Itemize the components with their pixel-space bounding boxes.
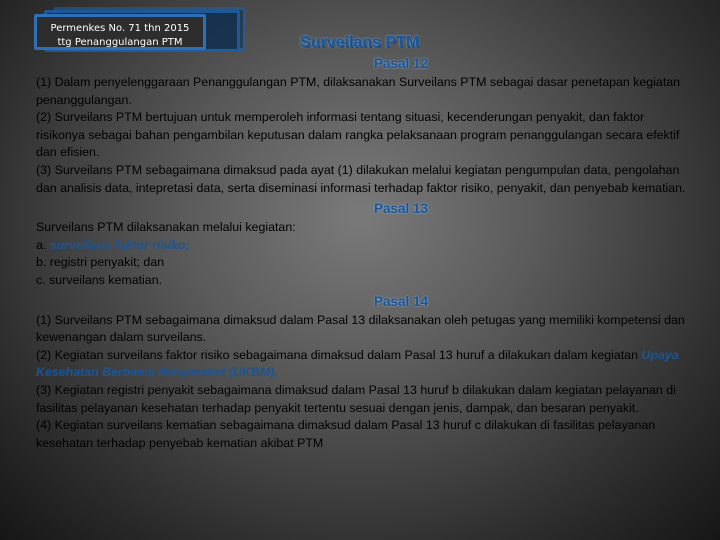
pasal-14-p2-text: (2) Kegiatan surveilans faktor risiko sebagaimana dimaksud dalam Pasal 13 huruf a dilakukan dalam kegiatan <box>36 347 642 362</box>
regulation-tag-line1: Permenkes No. 71 thn 2015 <box>50 23 190 34</box>
pasal-13-item-a <box>36 237 696 255</box>
regulation-tag-box <box>34 14 206 50</box>
pasal-13-heading: Pasal 13 <box>373 201 429 217</box>
pasal-13-item-c: c. surveilans kematian. <box>36 272 163 287</box>
pasal-13-item-b: b. registri penyakit; dan <box>36 255 165 270</box>
slide-content <box>36 54 696 452</box>
pasal-14-paragraph-4: (4) Kegiatan surveilans kematian sebagaimana dimaksud dalam Pasal 13 huruf c dilakukan di fasilitas pelayanan kesehatan terhadap penyebab kematian akibat PTM <box>36 418 656 450</box>
item-a-prefix: a. <box>36 237 50 252</box>
pasal-13-intro: Surveilans PTM dilaksanakan melalui kegiatan: <box>36 220 296 235</box>
slide-title: Surveilans PTM <box>300 34 420 51</box>
pasal-12-paragraph-1: (1) Dalam penyelenggaraan Penanggulangan PTM, dilaksanakan Surveilans PTM sebagai dasar penetapan kegiatan penanggulangan. <box>36 75 681 107</box>
pasal-12-paragraph-3: (3) Surveilans PTM sebagaimana dimaksud pada ayat (1) dilakukan melalui kegiatan pengumpulan data, pengolahan dan analisis data, intepretasi data, serta diseminasi informasi terhadap faktor risiko, penyakit, dan penyebab kematian. <box>36 162 686 195</box>
item-a-highlight: surveilans faktor risiko; <box>49 237 190 252</box>
pasal-12-heading: Pasal 12 <box>373 56 429 71</box>
pasal-12-paragraph-2: (2) Surveilans PTM bertujuan untuk memperoleh informasi tentang situasi, kecenderungan penyakit, dan faktor risikonya sebagai bahan pengambilan keputusan dalam rangka pelaksanaan program penanggulangan secara efektif dan efisien. <box>36 110 680 160</box>
regulation-tag-line2: ttg Penanggulangan PTM <box>57 37 183 48</box>
pasal-14-paragraph-2 <box>36 347 696 382</box>
pasal-14-paragraph-3: (3) Kegiatan registri penyakit sebagaimana dimaksud dalam Pasal 13 huruf b dilakukan dalam kegiatan pelayanan di fasilitas pelayanan kesehatan terhadap penyakit tertentu sesuai dengan jenis, dampak, dan besaran penyakit. <box>36 382 676 415</box>
pasal-14-paragraph-1: (1) Surveilans PTM sebagaimana dimaksud dalam Pasal 13 dilaksanakan oleh petugas yang memiliki kompetensi dan kewenangan dalam surveilans. <box>36 312 685 345</box>
pasal-14-heading: Pasal 14 <box>373 293 429 309</box>
regulation-tag <box>34 14 239 54</box>
ukbm-highlight: Upaya Kesehatan Berbasis Masyarakat (UKBM). <box>36 347 679 380</box>
